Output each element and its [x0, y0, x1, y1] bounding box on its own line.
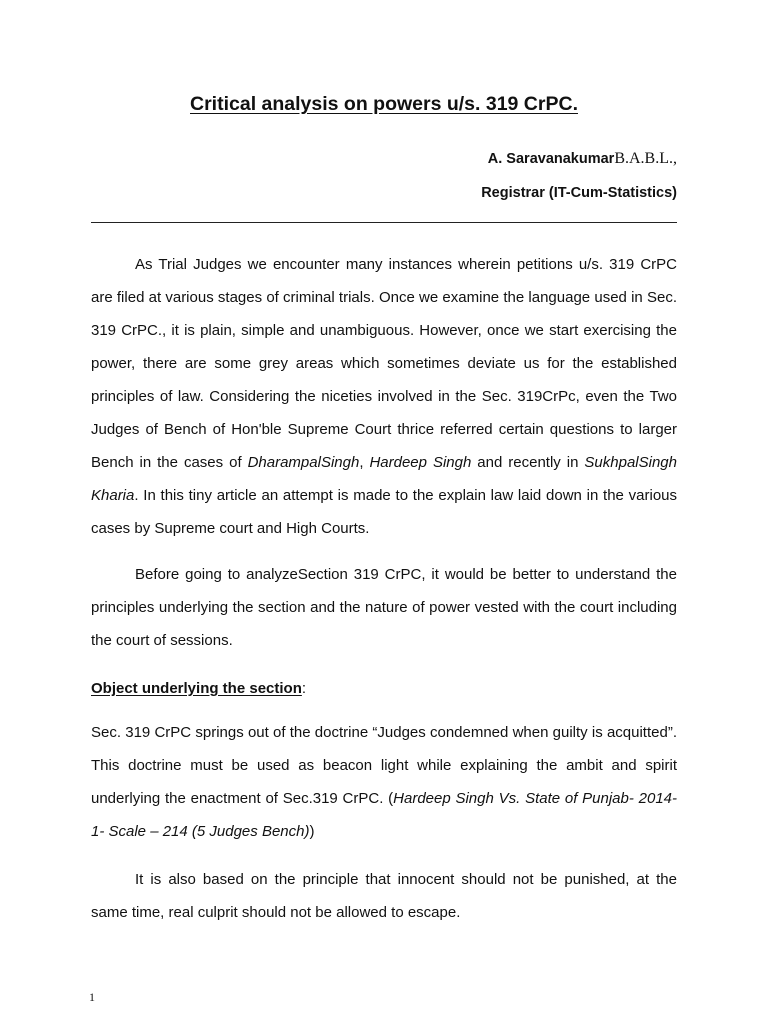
author-degree: B.A.B.L., [614, 150, 677, 167]
principles-paragraph: Before going to analyzeSection 319 CrPC, it would be better to understand the principles underlying the section and the nature of power vested with the court including the court of sessions. [91, 566, 677, 649]
doctrine-text-2: ) [309, 823, 315, 840]
doctrine-paragraph [91, 716, 677, 848]
case-separator: , [359, 454, 370, 471]
principle-paragraph: It is also based on the principle that innocent should not be punished, at the same time, real culprit should not be allowed to escape. [91, 871, 677, 921]
author-line [488, 150, 677, 168]
citation-hardeep: Hardeep Singh Vs. State of Punjab- 2014- 1- Scale – 214 (5 Judges Bench) [91, 790, 677, 840]
separator-line [91, 222, 677, 223]
intro-text-3: . In this tiny article an attempt is made to the explain law laid down in the various cases by Supreme court and High Courts. [91, 487, 677, 537]
section-heading-colon: : [301, 680, 307, 697]
section-heading [91, 672, 306, 705]
doctrine-text-1: Sec. 319 CrPC springs out of the doctrine “Judges condemned when guilty is acquitted”. This doctrine must be used as beacon light while explaining the ambit and spirit underlying the enactment of Sec.319 CrPC. ( [91, 724, 677, 807]
author-name: A. Saravanakumar [487, 151, 615, 167]
case-name-sukhpal: SukhpalSingh Kharia [91, 454, 677, 504]
page-number: 1 [89, 990, 95, 1004]
intro-text-2: and recently in [471, 454, 585, 471]
intro-text-1: As Trial Judges we encounter many instances wherein petitions u/s. 319 CrPC are filed at various stages of criminal trials. Once we examine the language used in Sec. 319 CrPC., it is plain, simple and unambiguous. However, once we start exercising the power, there are some grey areas which sometimes deviate us for the established principles of law. Considering the niceties involved in the Sec. 319CrPc, even the Two Judges of Bench of Hon'ble Supreme Court thrice referred certain questions to larger Bench in the cases of [91, 256, 677, 471]
intro-paragraph [91, 248, 677, 545]
document-title: Critical analysis on powers u/s. 319 CrPC. [190, 93, 578, 115]
case-name-hardeep: Hardeep Singh [369, 454, 472, 471]
section-heading-text: Object underlying the section [91, 680, 302, 697]
case-name-dharampal: DharampalSingh [247, 454, 360, 471]
author-post: Registrar (IT-Cum-Statistics) [481, 185, 677, 201]
